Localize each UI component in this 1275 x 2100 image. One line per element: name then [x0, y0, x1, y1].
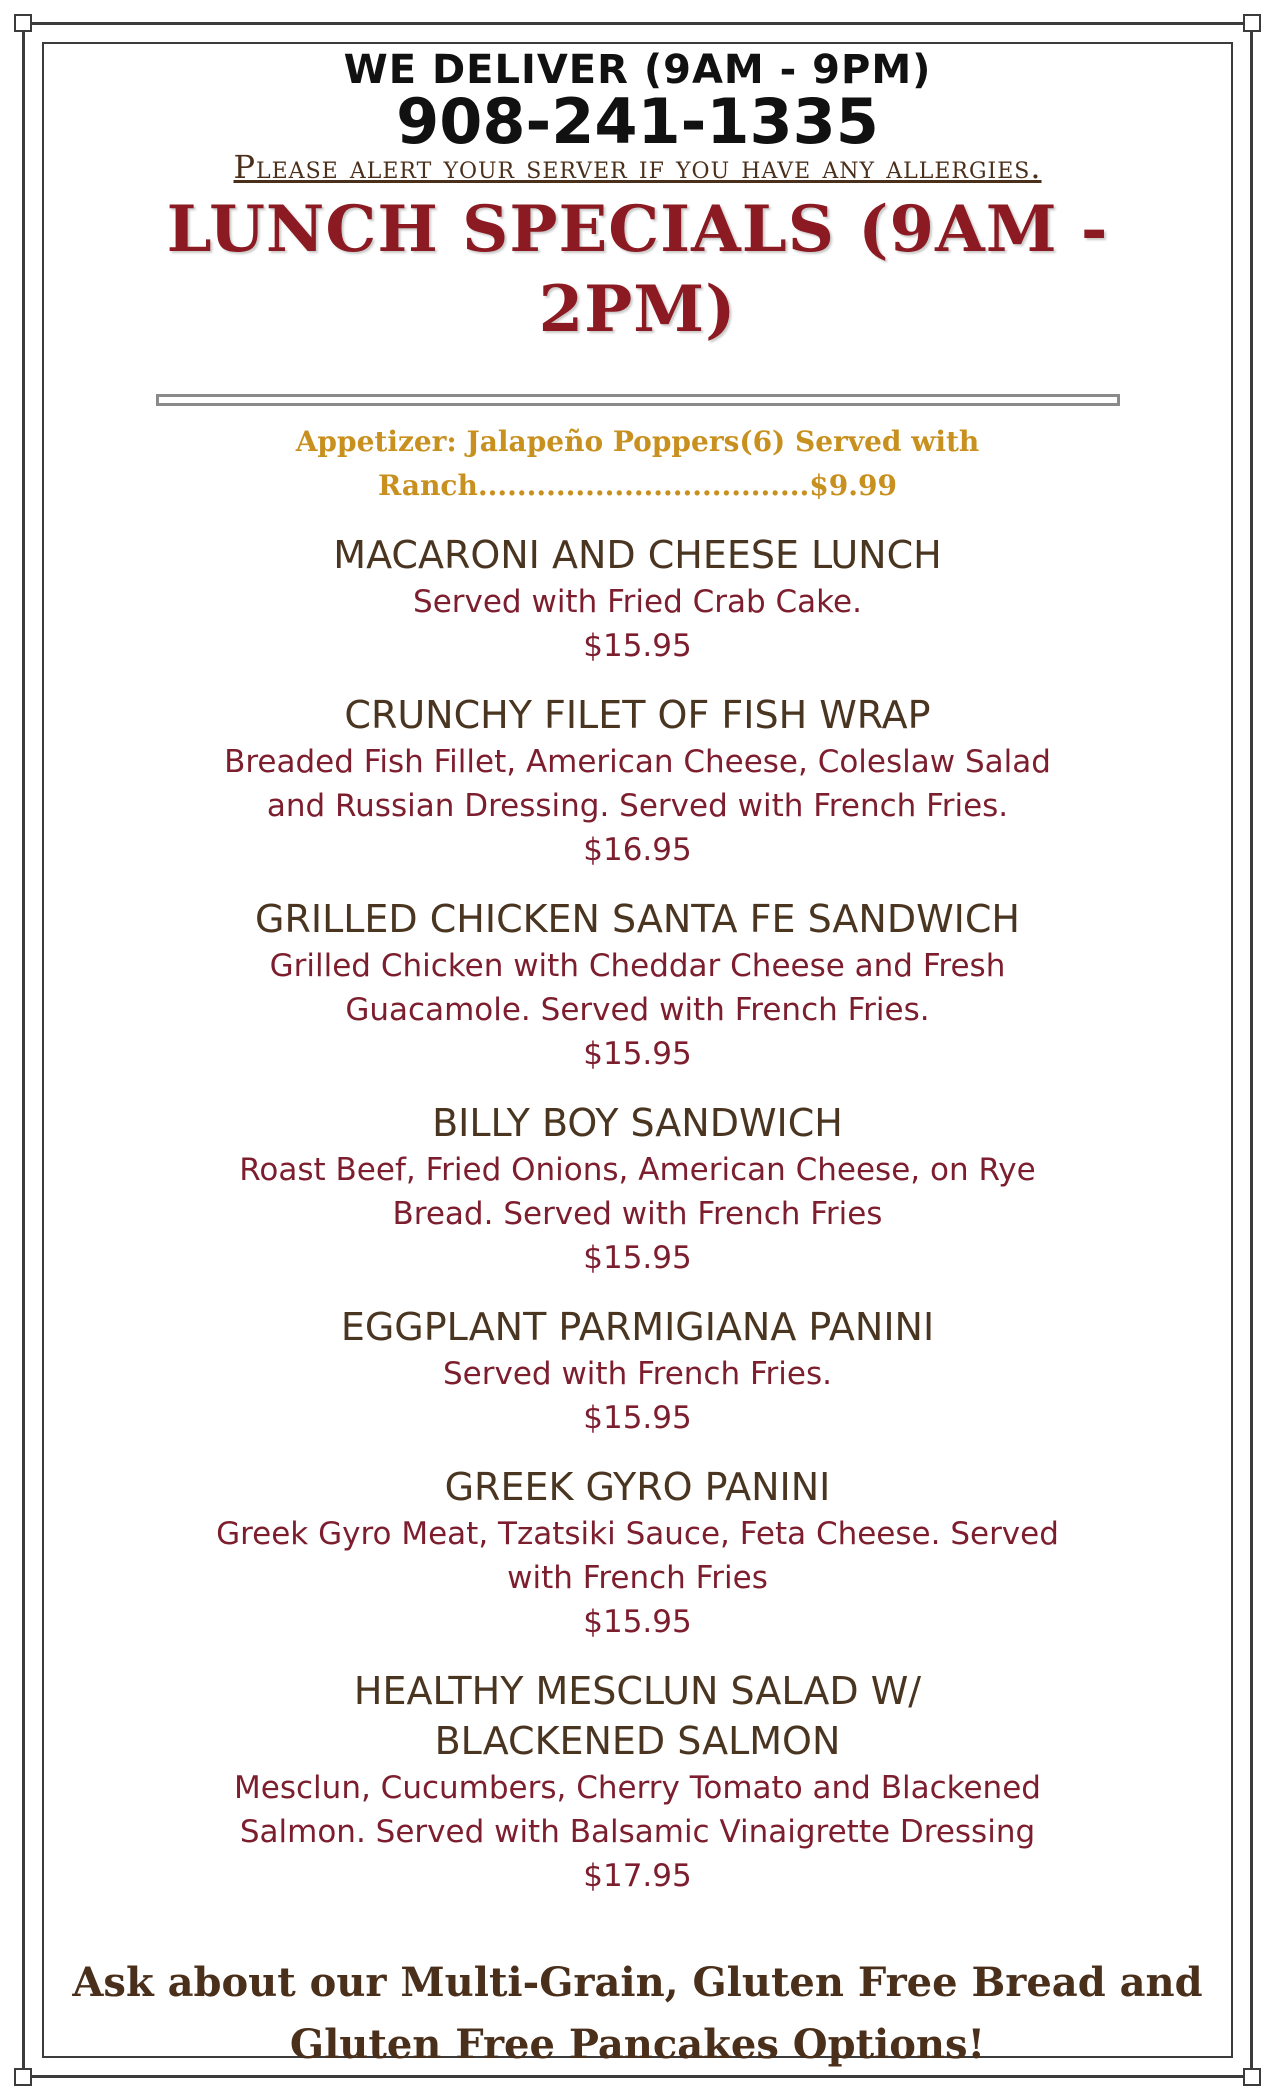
- menu-item: [60, 1302, 1215, 1440]
- footer-line-1: Ask about our Multi-Grain, Gluten Free Bread and: [72, 1959, 1203, 2006]
- menu-item: [60, 894, 1215, 1076]
- allergy-notice: Please alert your server if you have any allergies.: [233, 148, 1042, 186]
- item-price: $16.95: [583, 832, 692, 868]
- appetizer-line: [60, 420, 1215, 508]
- item-name: BILLY BOY SANDWICH: [432, 1101, 843, 1145]
- item-price: $15.95: [583, 1400, 692, 1436]
- item-name: EGGPLANT PARMIGIANA PANINI: [340, 1305, 935, 1349]
- phone-number: 908-241-1335: [396, 85, 879, 158]
- item-description: Roast Beef, Fried Onions, American Cheese, on Rye Bread. Served with French Fries: [239, 1152, 1036, 1232]
- menu-item: [60, 1462, 1215, 1644]
- item-description: Breaded Fish Fillet, American Cheese, Coleslaw Salad and Russian Dressing. Served with French Fries.: [224, 744, 1051, 824]
- menu-item: [60, 530, 1215, 668]
- item-description: Grilled Chicken with Cheddar Cheese and Fresh Guacamole. Served with French Fries.: [269, 948, 1006, 1028]
- item-name: CRUNCHY FILET OF FISH WRAP: [344, 693, 931, 737]
- section-divider: [156, 394, 1120, 406]
- menu-item: [60, 690, 1215, 872]
- menu-content: [60, 48, 1215, 1898]
- item-price: $15.95: [583, 1036, 692, 1072]
- item-description: Mesclun, Cucumbers, Cherry Tomato and Blackened Salmon. Served with Balsamic Vinaigrette Dressing: [234, 1770, 1041, 1850]
- item-name: GRILLED CHICKEN SANTA FE SANDWICH: [255, 897, 1020, 941]
- item-price: $15.95: [583, 628, 692, 664]
- appetizer-price: $9.99: [809, 469, 897, 502]
- item-price: $15.95: [583, 1240, 692, 1276]
- corner-ornament-bottom-left: [14, 2068, 32, 2086]
- appetizer-text: Appetizer: Jalapeño Poppers(6) Served with Ranch: [295, 425, 980, 502]
- menu-item: [60, 1098, 1215, 1280]
- corner-ornament-top-right: [1243, 14, 1261, 32]
- delivery-hours: WE DELIVER (9AM - 9PM): [343, 47, 932, 93]
- menu-item: [60, 1666, 1215, 1898]
- item-name: MACARONI AND CHEESE LUNCH: [333, 533, 942, 577]
- item-description: Served with Fried Crab Cake.: [413, 584, 862, 620]
- corner-ornament-bottom-right: [1243, 2068, 1261, 2086]
- menu-title: LUNCH SPECIALS (9AM - 2PM): [166, 192, 1109, 347]
- item-price: $17.95: [583, 1858, 692, 1894]
- corner-ornament-top-left: [14, 14, 32, 32]
- item-price: $15.95: [583, 1604, 692, 1640]
- item-description: Served with French Fries.: [443, 1356, 832, 1392]
- item-name: HEALTHY MESCLUN SALAD W/ BLACKENED SALMON: [353, 1669, 922, 1763]
- appetizer-leader: ..................................: [477, 469, 810, 502]
- footer-note: [60, 1952, 1215, 2076]
- item-description: Greek Gyro Meat, Tzatsiki Sauce, Feta Cheese. Served with French Fries: [216, 1516, 1059, 1596]
- footer-line-2: Gluten Free Pancakes Options!: [289, 2021, 986, 2068]
- item-name: GREEK GYRO PANINI: [444, 1465, 831, 1509]
